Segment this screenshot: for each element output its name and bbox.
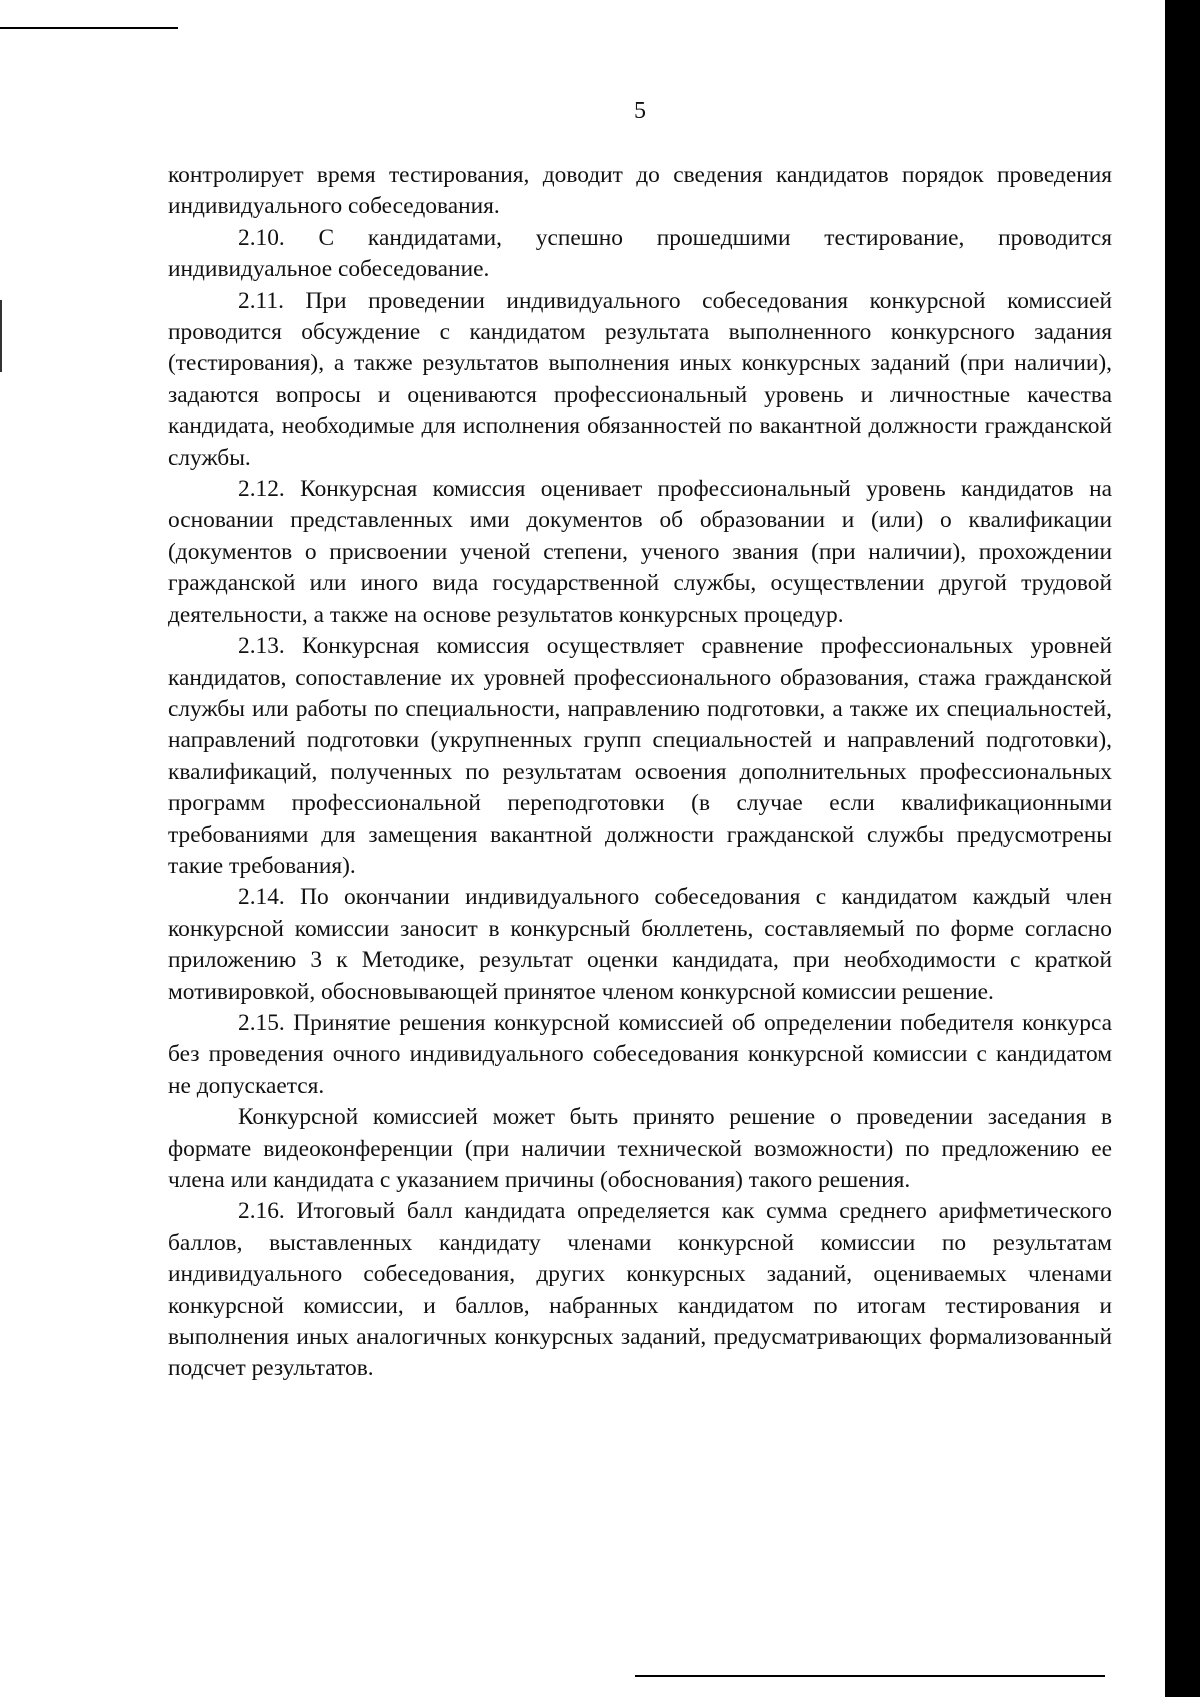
scan-artifact-bottom-line <box>635 1675 1105 1677</box>
paragraph-2-14: 2.14. По окончании индивидуального собеседования с кандидатом каждый член конкурсной комиссии заносит в конкурсный бюллетень, составляемый по форме согласно приложению 3 к Методике, результат оценки кандидата, при необходимости с краткой мотивировкой, обосновывающей принятое членом конкурсной комиссии решение. <box>168 884 1112 1005</box>
paragraph-videoconference: Конкурсной комиссией может быть принято решение о проведении заседания в формате видеоконференции (при наличии технической возможности) по предложению ее члена или кандидата с указанием причины (обоснования) такого решения. <box>168 1104 1112 1193</box>
scan-artifact-right-edge <box>1165 0 1200 1697</box>
document-body <box>168 160 1112 1385</box>
scan-artifact-left-mark <box>0 300 2 372</box>
paragraph-2-10: 2.10. С кандидатами, успешно прошедшими тестирование, проводится индивидуальное собеседование. <box>168 224 1112 283</box>
paragraph-2-12: 2.12. Конкурсная комиссия оценивает профессиональный уровень кандидатов на основании представленных ими документов об образовании и (или) о квалификации (документов о присвоении ученой степени, ученого звания (при наличии), прохождении гражданской или иного вида государственной службы, осуществлении другой трудовой деятельности, а также на основе результатов конкурсных процедур. <box>168 476 1112 628</box>
scan-artifact-top-line <box>0 27 178 29</box>
page-number: 5 <box>634 98 646 124</box>
paragraph-continuation: контролирует время тестирования, доводит до сведения кандидатов порядок проведения индивидуального собеседования. <box>168 162 1112 220</box>
paragraph-2-16: 2.16. Итоговый балл кандидата определяется как сумма среднего арифметического баллов, выставленных кандидату членами конкурсной комиссии по результатам индивидуального собеседования, других конкурсных заданий, оцениваемых членами конкурсной комиссии, и баллов, набранных кандидатом по итогам тестирования и выполнения иных аналогичных конкурсных заданий, предусматривающих формализованный подсчет результатов. <box>168 1198 1112 1382</box>
paragraph-2-15: 2.15. Принятие решения конкурсной комиссией об определении победителя конкурса без проведения очного индивидуального собеседования конкурсной комиссии с кандидатом не допускается. <box>168 1009 1112 1099</box>
paragraph-2-13: 2.13. Конкурсная комиссия осуществляет сравнение профессиональных уровней кандидатов, сопоставление их уровней профессионального образования, стажа гражданской службы или работы по специальности, направлению подготовки, а также их специальностей, направлений подготовки (укрупненных групп специальностей и направлений подготовки), квалификаций, полученных по результатам освоения дополнительных профессиональных программ профессиональной переподготовки (в случае если квалификационными требованиями для замещения вакантной должности гражданской службы предусмотрены такие требования). <box>168 633 1112 879</box>
paragraph-2-11: 2.11. При проведении индивидуального собеседования конкурсной комиссией проводится обсуждение с кандидатом результата выполненного конкурсного задания (тестирования), а также результатов выполнения иных конкурсных заданий (при наличии), задаются вопросы и оцениваются профессиональный уровень и личностные качества кандидата, необходимые для исполнения обязанностей по вакантной должности гражданской службы. <box>168 287 1112 471</box>
